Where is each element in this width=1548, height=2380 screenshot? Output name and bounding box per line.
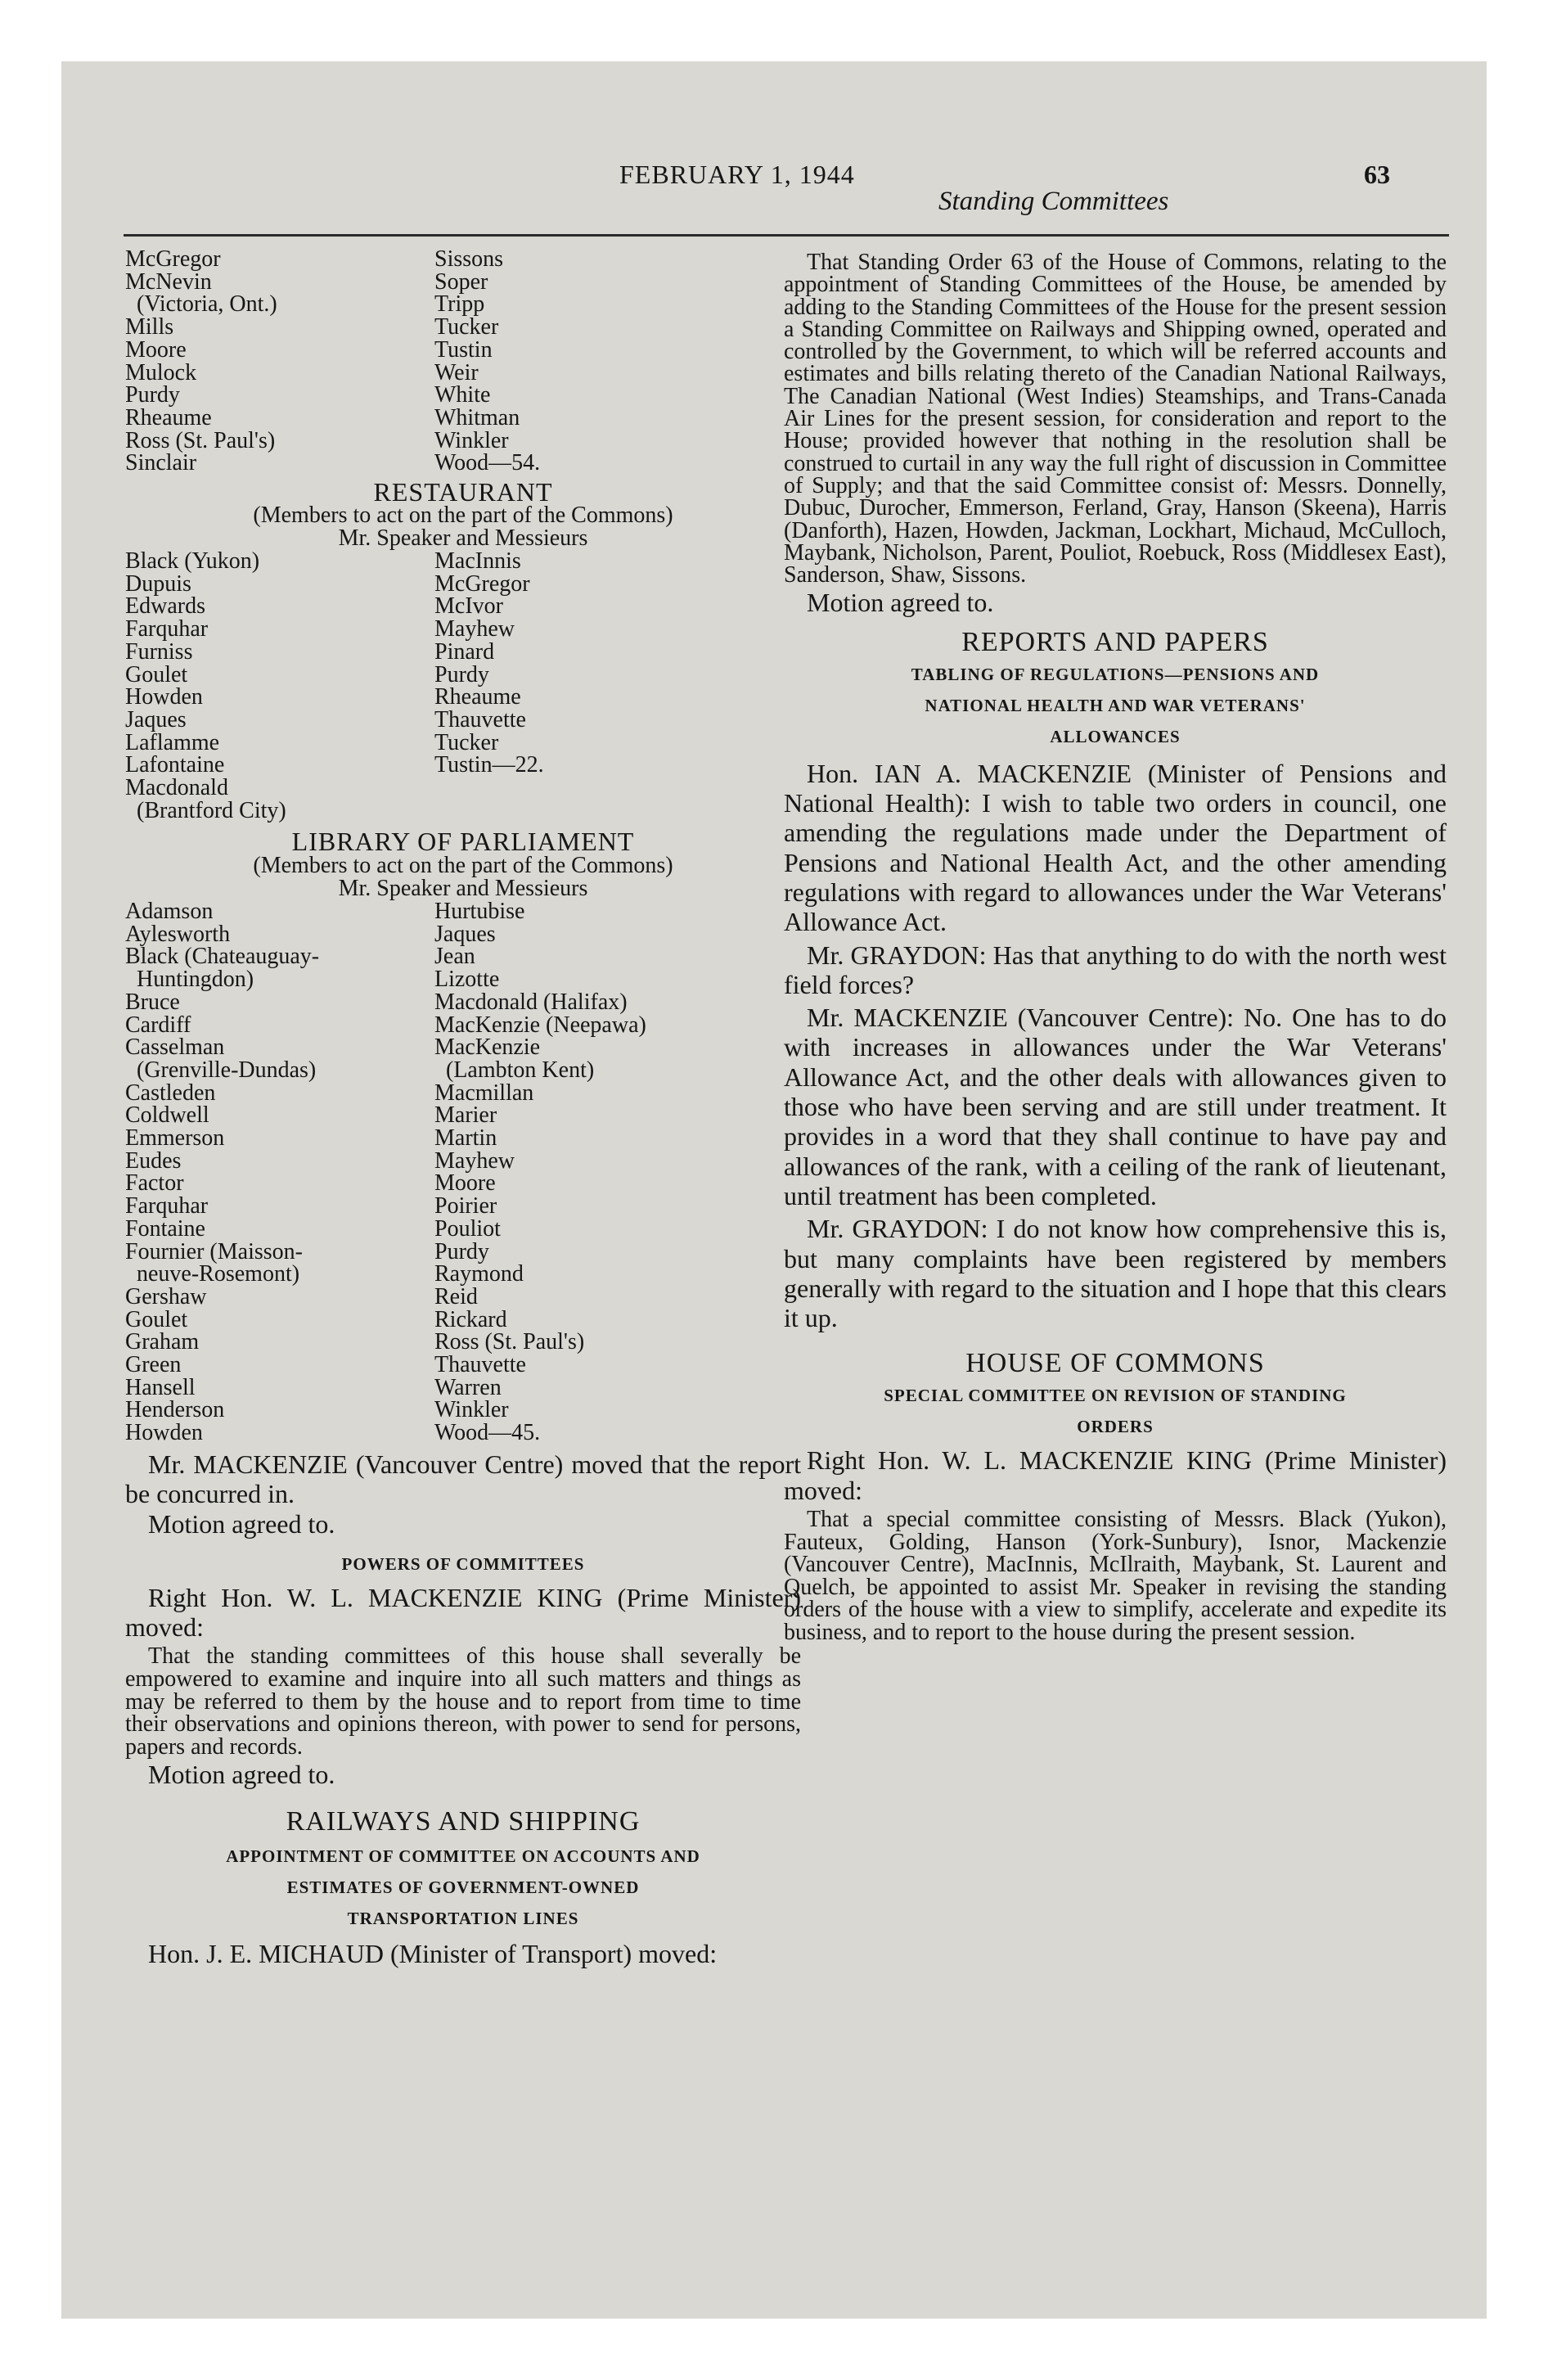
page-date: FEBRUARY 1, 1944 [619,160,855,189]
member-name: Ross (St. Paul's) [125,427,276,453]
house-speaker: Right Hon. W. L. MACKENZIE KING (Prime Minister) moved: [784,1445,1447,1505]
member-name: Martin [434,1125,497,1152]
page-number: 63 [1364,160,1390,189]
motion-agreed-2: Motion agreed to. [148,1760,335,1790]
member-name: McGregor [434,570,530,597]
member-name: Emmerson [125,1125,225,1152]
member-name: Lafontaine [125,752,225,778]
house-subheading-1: SPECIAL COMMITTEE ON REVISION OF STANDING [884,1386,1347,1406]
member-name: Pinard [434,638,495,665]
member-name: Goulet [125,661,188,687]
mackenzie-statement: Hon. IAN A. MACKENZIE (Minister of Pensions and National Health): I wish to table two orders in council, one amending the regulations made under the Department of Pensions and National Health Act, and the other amending regulations with regard to allowances under the War Veterans' Allowance Act. [784,758,1447,937]
member-name: McGregor [125,246,221,272]
restaurant-col1 [125,550,436,822]
member-name: Warren [434,1374,502,1400]
member-name: Thauvette [434,1352,526,1378]
member-name: Mayhew [434,616,515,642]
member-name: Whitman [434,404,520,430]
library-col1 [125,900,436,1445]
motion-agreed-3: Motion agreed to. [807,588,994,618]
member-name: (Brantford City) [137,797,286,823]
member-name: Jaques [125,706,187,732]
member-name: Tustin—22. [434,752,544,778]
library-members [125,900,801,1446]
member-name: Graham [125,1329,200,1355]
member-name: Furniss [125,638,193,665]
member-name: Farquhar [125,616,209,642]
library-col2 [434,900,794,1445]
restaurant-members-note: (Members to act on the part of the Commons) [253,503,673,528]
house-motion-text: That a special committee consisting of Messrs. Black (Yukon), Fauteux, Golding, Hanson (York-Sunbury), Isnor, Mackenzie (Vancouver Centre), MacInnis, McIlraith, Maybank, St. Laurent and Quelch, be appointed to assist Mr. Speaker in revising the standing orders of the house with a view to simplify, accelerate and expedite its business, and to report to the house during the present session. [784,1506,1447,1645]
member-name: Black (Chateauguay- [125,944,320,970]
header-rule [124,234,1449,237]
restaurant-col2 [434,550,794,777]
member-name: Reid [434,1283,478,1309]
left-column [125,248,801,1968]
graydon-question-2: Mr. GRAYDON: I do not know how comprehensive this is, but many complaints have been registered by members generally with regard to the situation and I hope that this clears it up. [784,1214,1447,1333]
member-name: Macdonald [125,775,228,801]
member-name: Howden [125,684,203,710]
member-name: Moore [434,1170,496,1197]
railways-heading: RAILWAYS AND SHIPPING [286,1805,641,1837]
member-name: Eudes [125,1147,182,1174]
member-name: Castleden [125,1080,216,1106]
member-name: Winkler [434,1397,509,1423]
railways-subheading-2: ESTIMATES OF GOVERNMENT-OWNED [286,1877,640,1897]
member-name: Sinclair [125,450,197,476]
member-name: Pouliot [434,1215,501,1242]
member-name: Marier [434,1102,497,1129]
member-name: Green [125,1352,182,1378]
restaurant-heading: RESTAURANT [373,477,553,507]
member-name: Casselman [125,1034,225,1061]
member-name: Factor [125,1170,184,1197]
member-name: Purdy [434,1238,489,1264]
member-name: MacKenzie [434,1034,541,1061]
member-name: (Grenville-Dundas) [137,1057,317,1083]
member-name: Dupuis [125,570,191,597]
member-list-continued [125,248,801,475]
graydon-question-1: Mr. GRAYDON: Has that anything to do with the north west field forces? [784,940,1447,999]
member-name: Mills [125,314,174,340]
library-speaker-line: Mr. Speaker and Messieurs [338,876,588,901]
restaurant-section [125,477,801,823]
member-name: Moore [125,336,187,363]
member-name: Raymond [434,1261,524,1287]
member-list-col1 [125,248,436,475]
member-name: Soper [434,268,488,295]
member-name: Sissons [434,246,504,272]
member-name: Cardiff [125,1012,191,1038]
member-name: Laflamme [125,729,220,755]
member-name: Rheaume [434,684,521,710]
member-name: Mulock [125,359,197,385]
reports-subheading-2: NATIONAL HEALTH AND WAR VETERANS' [925,695,1306,715]
member-name: Lizotte [434,967,500,993]
member-name: Tripp [434,291,485,318]
railways-subheading-3: TRANSPORTATION LINES [347,1908,579,1928]
library-heading: LIBRARY OF PARLIAMENT [291,827,635,856]
member-name: Macmillan [434,1080,534,1106]
library-section [125,828,801,1446]
member-name: Macdonald (Halifax) [434,989,628,1015]
member-name: Gershaw [125,1283,207,1309]
member-name: Bruce [125,989,180,1015]
library-members-note: (Members to act on the part of the Commons) [253,853,673,878]
member-name: Thauvette [434,706,526,732]
house-heading: HOUSE OF COMMONS [965,1348,1265,1379]
reports-heading: REPORTS AND PAPERS [961,626,1269,657]
member-name: Black (Yukon) [125,548,260,574]
member-name: Coldwell [125,1102,209,1129]
member-name: Adamson [125,899,214,924]
member-name: Goulet [125,1306,188,1332]
reports-subheading-1: TABLING OF REGULATIONS—PENSIONS AND [911,664,1320,684]
section-title: Standing Committees [938,187,1169,216]
member-name: White [434,382,491,408]
reports-subheading-3: ALLOWANCES [1050,726,1181,746]
member-name: Weir [434,359,479,385]
mackenzie-reply: Mr. MACKENZIE (Vancouver Centre): No. One has to do with increases in allowances under the War Veterans' Allowance Act, and the other deals with allowances given to those who have been serving and are still under treatment. It provides in a word that they shall continue to have pay and allowances of the rank, with a ceiling of the rank of lieutenant, until treatment has been completed. [784,1003,1447,1210]
railways-speaker: Hon. J. E. MICHAUD (Minister of Transport) moved: [148,1938,718,1968]
member-name: Huntingdon) [137,967,254,993]
member-name: McIvor [434,593,503,620]
member-name: Fournier (Maisson- [125,1238,303,1264]
member-name: Hurtubise [434,899,525,924]
house-subheading-2: ORDERS [1077,1417,1154,1437]
motion-concurred: Mr. MACKENZIE (Vancouver Centre) moved that the report be concurred in. [125,1449,801,1509]
member-name: Hansell [125,1374,196,1400]
member-name: MacKenzie (Neepawa) [434,1012,646,1038]
member-name: (Victoria, Ont.) [137,291,277,318]
member-name: Jean [434,944,475,970]
right-column [784,251,1447,1644]
member-name: Tucker [434,729,499,755]
member-name: Rickard [434,1306,507,1332]
member-name: Farquhar [125,1193,209,1219]
member-name: Aylesworth [125,921,231,947]
member-name: Rheaume [125,404,212,430]
member-name: Jaques [434,921,496,947]
member-name: Howden [125,1420,203,1446]
page-scan [61,61,1487,2319]
powers-speaker: Right Hon. W. L. MACKENZIE KING (Prime Minister) moved: [125,1582,801,1643]
member-name: Wood—45. [434,1420,541,1446]
member-name: Wood—54. [434,450,541,476]
member-list-col2 [434,248,794,475]
railways-subheading-1: APPOINTMENT OF COMMITTEE ON ACCOUNTS AND [226,1846,700,1866]
member-name: Poirier [434,1193,497,1219]
motion-agreed-1: Motion agreed to. [148,1508,335,1539]
restaurant-speaker-line: Mr. Speaker and Messieurs [338,525,588,551]
powers-motion-text: That the standing committees of this house shall severally be empowered to examine and inquire into all such matters and things as may be referred to them by the house and to report from time to time their observations and opinions thereon, with power to send for persons, papers and records. [125,1643,801,1760]
member-name: (Lambton Kent) [446,1057,595,1083]
member-name: Tucker [434,314,499,340]
powers-heading: POWERS OF COMMITTEES [341,1553,585,1574]
member-name: Fontaine [125,1215,205,1242]
member-name: Winkler [434,427,509,453]
member-name: Mayhew [434,1147,515,1174]
member-name: Ross (St. Paul's) [434,1329,585,1355]
member-name: Tustin [434,336,493,363]
member-name: Purdy [434,661,489,687]
standing-order-text: That Standing Order 63 of the House of Commons, relating to the appointment of Standing Committees of the House, be amended by adding to the Standing Committees of the House for the present session a Standing Committee on Railways and Shipping owned, operated and controlled by the Government, to which will be referred accounts and estimates and bills relating thereto of the Canadian National Railways, The Canadian National (West Indies) Steamships, and Trans-Canada Air Lines for the present session, for consideration and report to the House; provided however that nothing in the resolution shall be construed to curtail in any way the full right of discussion in Committee of Supply; and that the said Committee consist of: Messrs. Donnelly, Dubuc, Durocher, Emmerson, Ferland, Gray, Hanson (Skeena), Harris (Danforth), Hazen, Howden, Jackman, Lockhart, Michaud, McCulloch, Maybank, Nicholson, Parent, Pouliot, Roebuck, Ross (Middlesex East), Sanderson, Shaw, Sissons. [784,250,1447,588]
member-name: Edwards [125,593,205,620]
member-name: Henderson [125,1397,225,1423]
restaurant-members [125,550,801,823]
member-name: MacInnis [434,548,521,574]
member-name: McNevin [125,268,212,295]
member-name: Purdy [125,382,180,408]
member-name: neuve-Rosemont) [137,1261,300,1287]
